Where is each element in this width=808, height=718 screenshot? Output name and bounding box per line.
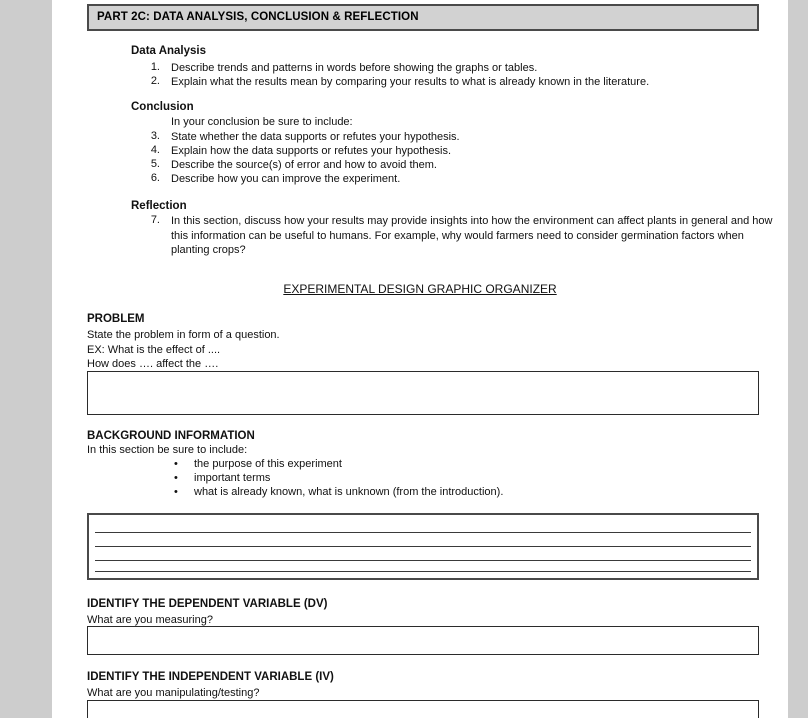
conclusion-intro: In your conclusion be sure to include: xyxy=(171,116,353,128)
background-bullet-1 xyxy=(174,458,342,470)
data-analysis-item-1-text: Describe trends and patterns in words before showing the graphs or tables. xyxy=(171,62,538,74)
background-bullet-1-text: the purpose of this experiment xyxy=(194,458,342,470)
conclusion-item-4-text: Explain how the data supports or refutes your hypothesis. xyxy=(171,145,452,157)
writing-rule-1 xyxy=(95,532,751,533)
reflection-item-7-text: In this section, discuss how your results may provide insights into how the environment can affect plants in general and how this information can be useful to humans. For example, why would farmers need to consider germination factors when planting crops? xyxy=(171,215,773,256)
data-analysis-heading: Data Analysis xyxy=(131,45,206,57)
conclusion-item-4-number: 4. xyxy=(150,144,160,156)
reflection-heading: Reflection xyxy=(131,200,187,212)
background-bullet-2 xyxy=(174,472,270,484)
writing-rule-3 xyxy=(95,560,751,561)
conclusion-item-5-number: 5. xyxy=(150,158,160,170)
conclusion-item-6 xyxy=(142,172,767,187)
document-page xyxy=(52,0,788,718)
background-answer-box[interactable] xyxy=(87,513,759,580)
organizer-title xyxy=(52,282,788,296)
problem-line-1: State the problem in form of a question. xyxy=(87,329,280,341)
background-bullet-3 xyxy=(174,486,503,498)
part-2c-header-label: PART 2C: DATA ANALYSIS, CONCLUSION & REFLECTION xyxy=(97,11,419,23)
independent-variable-prompt: What are you manipulating/testing? xyxy=(87,687,260,699)
dependent-variable-heading: IDENTIFY THE DEPENDENT VARIABLE (DV) xyxy=(87,598,328,610)
problem-heading: PROBLEM xyxy=(87,313,145,325)
background-bullet-2-text: important terms xyxy=(194,472,271,484)
data-analysis-item-2-text: Explain what the results mean by comparing your results to what is already known in the literature. xyxy=(171,76,650,88)
problem-line-3: How does …. affect the …. xyxy=(87,358,219,370)
writing-rule-4 xyxy=(95,571,751,572)
conclusion-item-5 xyxy=(142,158,767,173)
reflection-item-7 xyxy=(142,214,782,258)
reflection-item-7-number: 7. xyxy=(150,214,160,226)
organizer-title-text: EXPERIMENTAL DESIGN GRAPHIC ORGANIZER xyxy=(283,282,557,296)
background-intro: In this section be sure to include: xyxy=(87,444,248,456)
conclusion-heading: Conclusion xyxy=(131,101,194,113)
bullet-icon: • xyxy=(174,472,178,484)
problem-line-2: EX: What is the effect of .... xyxy=(87,344,221,356)
conclusion-item-3 xyxy=(142,130,767,145)
data-analysis-item-2-number: 2. xyxy=(150,75,160,87)
conclusion-item-6-number: 6. xyxy=(150,172,160,184)
part-2c-header-bar xyxy=(87,4,759,31)
bullet-icon: • xyxy=(174,458,178,470)
problem-answer-box[interactable] xyxy=(87,371,759,415)
conclusion-item-3-number: 3. xyxy=(150,130,160,142)
independent-variable-heading: IDENTIFY THE INDEPENDENT VARIABLE (IV) xyxy=(87,671,334,683)
conclusion-item-5-text: Describe the source(s) of error and how to avoid them. xyxy=(171,159,437,171)
dependent-variable-prompt: What are you measuring? xyxy=(87,614,213,626)
conclusion-item-3-text: State whether the data supports or refutes your hypothesis. xyxy=(171,131,460,143)
writing-rule-2 xyxy=(95,546,751,547)
data-analysis-item-1 xyxy=(142,61,767,76)
bullet-icon: • xyxy=(174,486,178,498)
conclusion-item-4 xyxy=(142,144,767,159)
data-analysis-item-1-number: 1. xyxy=(150,61,160,73)
background-heading: BACKGROUND INFORMATION xyxy=(87,430,255,442)
background-bullet-3-text: what is already known, what is unknown (from the introduction). xyxy=(194,486,504,498)
dependent-variable-answer-box[interactable] xyxy=(87,626,759,655)
data-analysis-item-2 xyxy=(142,75,767,90)
conclusion-item-6-text: Describe how you can improve the experiment. xyxy=(171,173,401,185)
independent-variable-answer-box[interactable] xyxy=(87,700,759,718)
